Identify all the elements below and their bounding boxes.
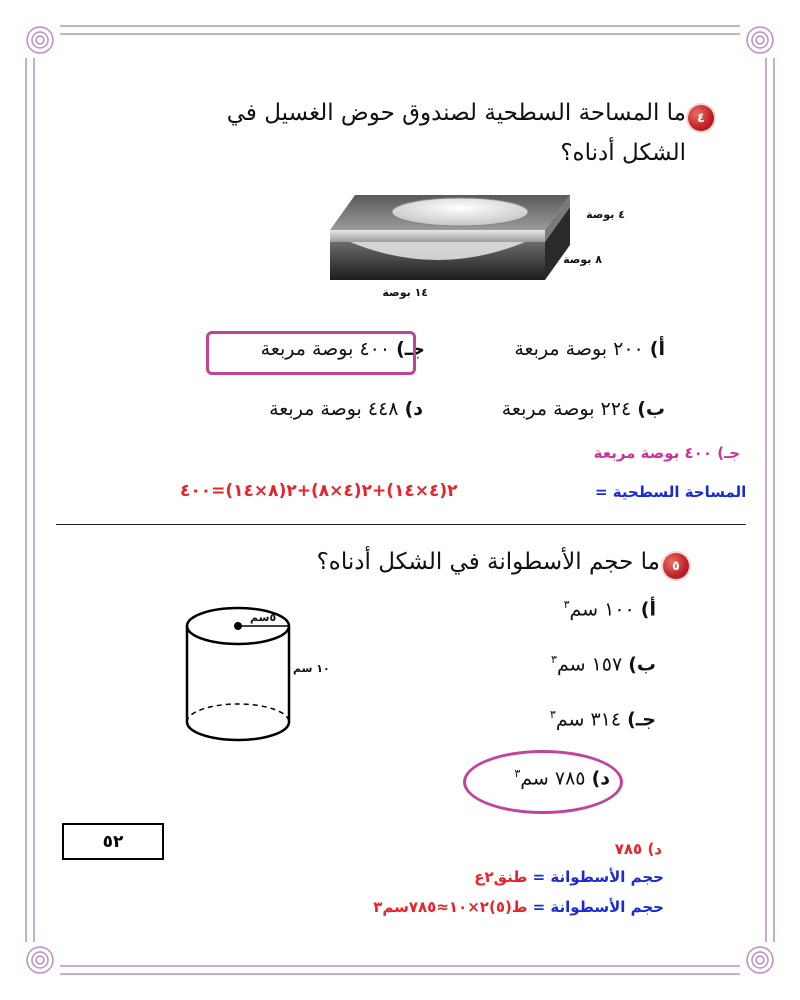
- q5-answer: د) ٧٨٥: [614, 840, 662, 858]
- q4-answer: جـ) ٤٠٠ بوصة مربعة: [593, 444, 740, 462]
- cylinder-height-label: ١٠ سم: [293, 662, 330, 675]
- question-4-text-line1: ما المساحة السطحية لصندوق حوض الغسيل في: [226, 100, 686, 126]
- question-number-badge: ٥: [663, 553, 689, 579]
- q4-solution-expression: ٢(٤×١٤)+٢(٤×٨)+٢(٨×١٤)=٤٠٠: [180, 481, 458, 501]
- q5-option-b[interactable]: ب) ١٥٧ سم$^٣$: [551, 653, 656, 676]
- sink-width-label: ٨ بوصة: [563, 253, 602, 266]
- sink-height-label: ٤ بوصة: [586, 208, 625, 221]
- q4-option-c[interactable]: جـ) ٤٠٠ بوصة مربعة: [260, 338, 425, 360]
- cylinder-radius-label: ٥سم: [250, 611, 277, 624]
- q4-option-d[interactable]: د) ٤٤٨ بوصة مربعة: [269, 398, 423, 420]
- sink-box-figure: [320, 190, 580, 290]
- q4-option-a[interactable]: أ) ٢٠٠ بوصة مربعة: [514, 338, 665, 360]
- question-4-text-line2: الشكل أدناه؟: [560, 140, 686, 166]
- q4-selected-answer-box: [206, 331, 416, 375]
- q5-option-c[interactable]: جـ) ٣١٤ سم$^٣$: [549, 708, 656, 731]
- q4-solution-label: المساحة السطحية =: [595, 483, 747, 501]
- q5-calculation: حجم الأسطوانة = ط(٥)٢×١٠≈٧٨٥سم٣: [373, 898, 664, 916]
- q5-selected-answer-circle: [463, 750, 623, 814]
- question-number-badge: ٤: [688, 105, 714, 131]
- cylinder-figure: [180, 602, 305, 762]
- section-divider: [56, 524, 746, 525]
- q5-formula: حجم الأسطوانة = طنق٢ع: [474, 868, 664, 886]
- q4-option-b[interactable]: ب) ٢٢٤ بوصة مربعة: [501, 398, 665, 420]
- q5-option-a[interactable]: أ) ١٠٠ سم$^٣$: [563, 598, 656, 621]
- q5-option-d[interactable]: د) ٧٨٥ سم$^٣$: [514, 767, 610, 790]
- sink-length-label: ١٤ بوصة: [382, 286, 428, 299]
- page-number: ٥٢: [62, 823, 164, 860]
- question-5-text: ما حجم الأسطوانة في الشكل أدناه؟: [316, 549, 660, 575]
